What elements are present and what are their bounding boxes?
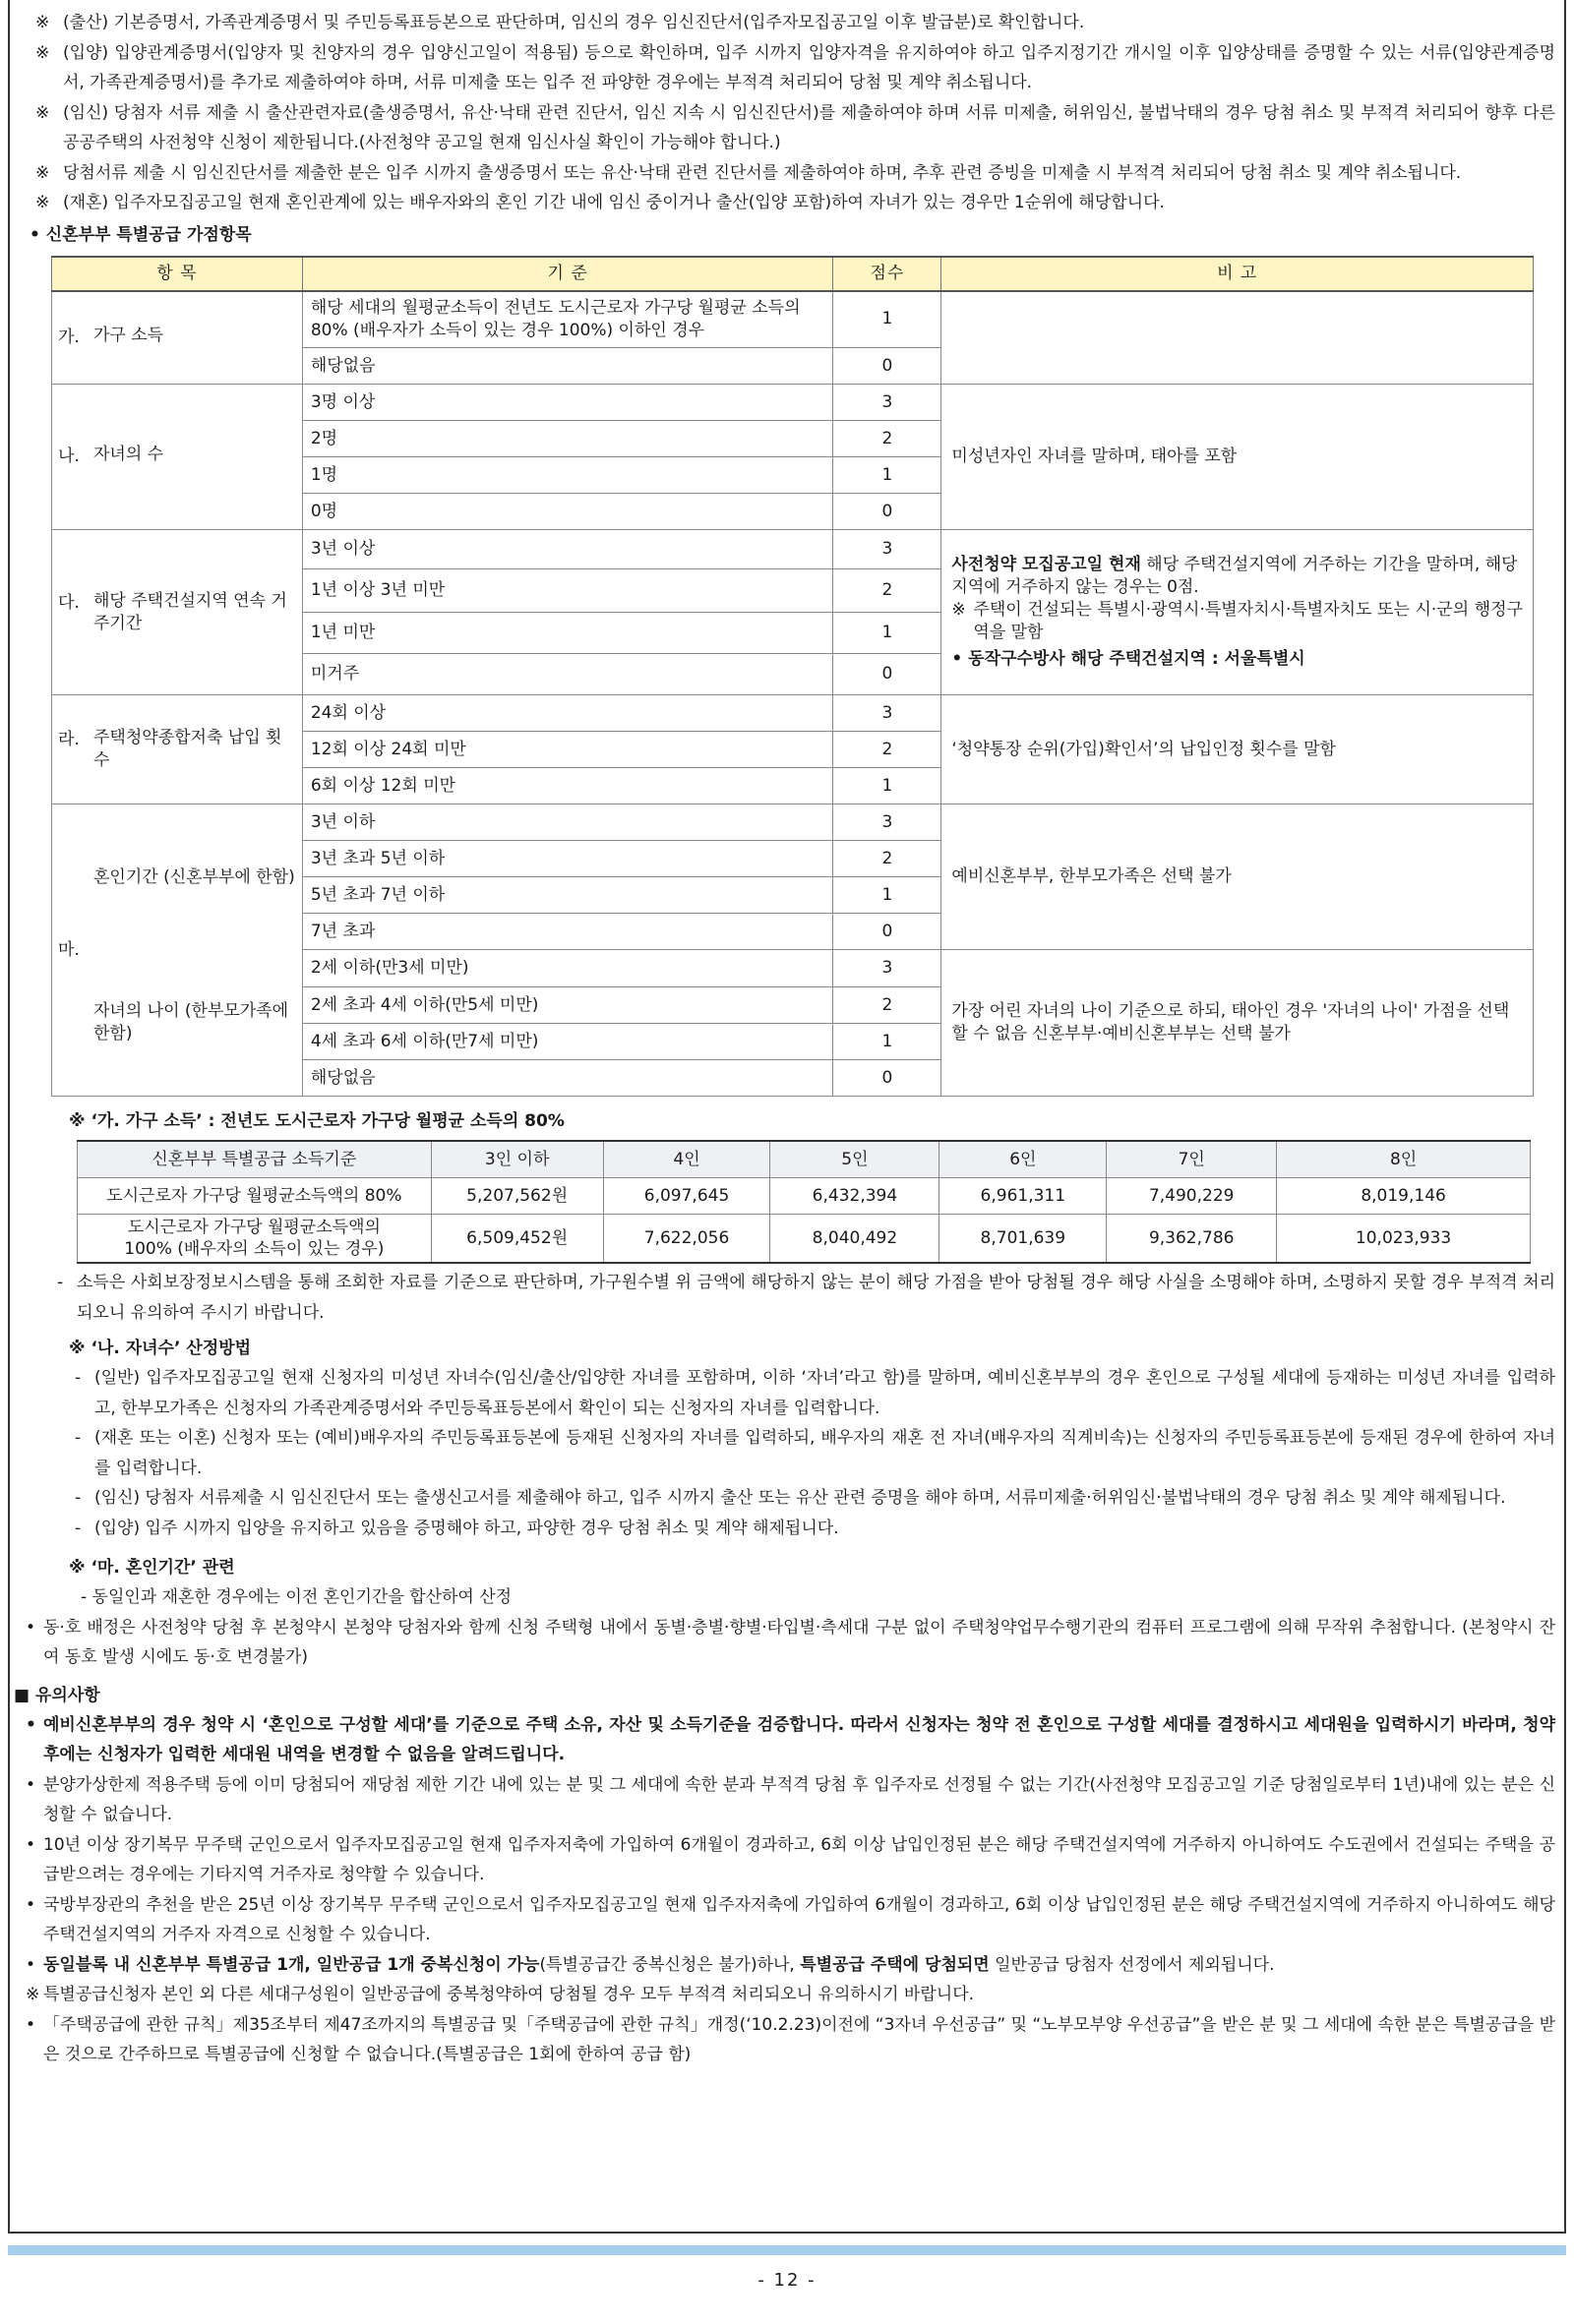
caution-item: • 「주택공급에 관한 규칙」제35조부터 제47조까지의 특별공급 및「주택공급에 관한 규칙」개정(‘10.2.23)이전에 “3자녀 우선공급” 및 “노부모부양 우선공급”을 받은 분 및 그 세대에 속한 분은 특별공급을 받은 것으로 간주하므로 특별공급에 신청할 수 없습니다.(특별공급은 1회에 한하여 공급 함) — [26, 2014, 1555, 2064]
note-remarriage: ※ (재혼) 입주자모집공고일 현재 혼인관계에 있는 배우자와의 혼인 기간 내에 임신 중이거나 출산(입양 포함)하여 자녀가 있는 경우만 1순위에 해당합니다. — [35, 193, 1165, 212]
children-title: ※ ‘나. 자녀수’ 산정방법 — [69, 1339, 252, 1358]
table-row: 해당없음 0 — [52, 348, 1534, 385]
table-row: 도시근로자 가구당 월평균소득액의 80% 5,207,562원 6,097,645 6,432,394 6,961,311 7,490,229 8,019,146 — [78, 1177, 1531, 1214]
caution-item: • 10년 이상 장기복무 무주택 군인으로서 입주자모집공고일 현재 입주자저축에 가입하여 6개월이 경과하고, 6회 이상 납입인정된 분은 해당 주택건설지역에 거주하지 아니하여도 수도권에서 건설되는 주택을 공급받으려는 경우에는 기타지역 거주자로 청약할 수 있습니다. — [26, 1834, 1555, 1884]
table-row: 다. 해당 주택건설지역 연속 거주기간 3년 이상 3 사전청약 모집공고일 현재 해당 주택건설지역에 거주하는 기간을 말하며, 해당 지역에 거주하지 않는 경우는 0점. ※ 주택이 건설되는 특별시·광역시·특별자치시·특별자치도 또는 시·군의 행정구역을 말함 • 동작구수방사 해당 주택건설지역 : 서울특별시 — [52, 530, 1534, 569]
top-notes — [35, 8, 1555, 218]
table-row: 마. 혼인기간 (신혼부부에 한함) 자녀의 나이 (한부모가족에 한함) 3년 이하 3 예비신혼부부, 한부모가족은 선택 불가 — [52, 804, 1534, 841]
category-residence: 다. 해당 주택건설지역 연속 거주기간 — [52, 530, 303, 695]
table-row: 나. 자녀의 수 3명 이상 3 미성년자인 자녀를 말하며, 태아를 포함 — [52, 385, 1534, 421]
table-row: 4세 초과 6세 이하(만7세 미만) 1 — [52, 1024, 1534, 1060]
children-note: - (일반) 입주자모집공고일 현재 신청자의 미성년 자녀수(임신/출산/입양한 자녀를 포함하며, 이하 ‘자녀’라고 함)를 말하며, 예비신혼부부의 경우 혼인으로 구성될 세대에 등재하는 미성년 자녀를 입력하고, 한부모가족은 신청자의 가족관계증명서와 주민등록표등본에서 확인이 되는 신청자의 자녀를 입력합니다. — [75, 1368, 1555, 1418]
header-score: 점수 — [833, 257, 941, 291]
dong-note: • 동·호 배정은 사전청약 당첨 후 본청약시 본청약 당첨자와 함께 신청 주택형 내에서 동별·층별·향별·타입별·측세대 구분 없이 주택청약업무수행기관의 컴퓨터 프로그램에 의해 무작위 추첨합니다. (본청약시 잔여 동호 발생 시에도 동·호 변경불가) — [26, 1617, 1555, 1667]
caution-item: ※ 특별공급신청자 본인 외 다른 세대구성원이 일반공급에 중복청약하여 당첨될 경우 모두 부적격 처리되오니 유의하시기 바랍니다. — [26, 1985, 975, 2004]
caution-item: • 동일블록 내 신혼부부 특별공급 1개, 일반공급 1개 중복신청이 가능(특별공급간 중복신청은 불가)하나, 특별공급 주택에 당첨되면 일반공급 당첨자 선정에서 제외됩니다. — [26, 1954, 1275, 1975]
caution-item: • 분양가상한제 적용주택 등에 이미 당첨되어 재당첨 제한 기간 내에 있는 분 및 그 세대에 속한 분과 부적격 당첨 후 입주자로 선정될 수 없는 기간(사전청약 모집공고일 기준 당첨일로부터 1년)내에 있는 분은 신청할 수 없습니다. — [26, 1774, 1555, 1824]
category-children: 나. 자녀의 수 — [52, 385, 303, 530]
note-birth: ※ (출산) 기본증명서, 가족관계증명서 및 주민등록표등본으로 판단하며, 임신의 경우 임신진단서(입주자모집공고일 이후 발급분)로 확인합니다. — [35, 13, 1085, 32]
table-row: 도시근로자 가구당 월평균소득액의 100% (배우자의 소득이 있는 경우) 6,509,452원 7,622,056 8,040,492 8,701,639 9,362,786 10,023,933 — [78, 1214, 1531, 1263]
children-note: - (임신) 당첨자 서류제출 시 임신진단서 또는 출생신고서를 제출해야 하고, 입주 시까지 출산 또는 유산 관련 증명을 해야 하며, 서류미제출·허위임신·불법낙태의 경우 당첨 취소 및 계약 해제됩니다. — [75, 1488, 1506, 1508]
caution-list — [26, 1710, 1555, 2070]
marriage-note: - 동일인과 재혼한 경우에는 이전 혼인기간을 합산하여 산정 — [81, 1587, 513, 1607]
table-row: 2명 2 — [52, 421, 1534, 457]
table-row: 미거주 0 — [52, 654, 1534, 695]
income-title: ※ ‘가. 가구 소득’ : 전년도 도시근로자 가구당 월평균 소득의 80% — [69, 1111, 565, 1131]
children-notes — [75, 1363, 1555, 1543]
income-table-header: 신혼부부 특별공급 소득기준 3인 이하 4인 5인 6인 7인 8인 — [78, 1141, 1531, 1177]
score-table — [51, 256, 1534, 1098]
header-item: 항 목 — [52, 257, 303, 291]
table-row: 3년 초과 5년 이하 2 — [52, 841, 1534, 877]
income-note: - 소득은 사회보장정보시스템을 통해 조회한 자료를 기준으로 판단하며, 가구원수별 위 금액에 해당하지 않는 분이 해당 가점을 받아 당첨될 경우 해당 사실을 소명해야 하며, 소명하지 못할 경우 부적격 처리되오니 유의하여 주시기 바랍니다. — [57, 1273, 1555, 1323]
page-number: - 12 - — [757, 2270, 817, 2291]
page-content — [14, 8, 1555, 2070]
children-note: - (입양) 입주 시까지 입양을 유지하고 있음을 증명해야 하고, 파양한 경우 당첨 취소 및 계약 해제됩니다. — [75, 1518, 839, 1538]
marriage-title: ※ ‘마. 혼인기간’ 관련 — [69, 1558, 235, 1578]
table-row: 2세 초과 4세 이하(만5세 미만) 2 — [52, 987, 1534, 1024]
note-documents: ※ 당첨서류 제출 시 임신진단서를 제출한 분은 입주 시까지 출생증명서 또는 유산·낙태 관련 진단서를 제출하여야 하며, 추후 관련 증빙을 미제출 시 부적격 처리되어 당첨 취소 및 계약 취소됩니다. — [35, 162, 1462, 183]
table-row: 1명 1 — [52, 457, 1534, 494]
table-row: 2세 이하(만3세 미만) 3 가장 어린 자녀의 나이 기준으로 하되, 태아인 경우 '자녀의 나이' 가점을 선택할 수 없음 신혼부부·예비신혼부부는 선택 불가 — [52, 950, 1534, 987]
table-row: 1년 미만 1 — [52, 613, 1534, 654]
category-savings: 라. 주택청약종합저축 납입 횟수 — [52, 695, 303, 804]
caution-title: ■ 유의사항 — [14, 1685, 100, 1705]
income-table — [77, 1140, 1531, 1264]
table-row: 해당없음 0 — [52, 1060, 1534, 1097]
category-income: 가. 가구 소득 — [52, 291, 303, 385]
table-row: 1년 이상 3년 미만 2 — [52, 569, 1534, 613]
score-section-title: • 신혼부부 특별공급 가점항목 — [30, 224, 252, 245]
caution-item: • 예비신혼부부의 경우 청약 시 ‘혼인으로 구성할 세대’를 기준으로 주택 소유, 자산 및 소득기준을 검증합니다. 따라서 신청자는 청약 전 혼인으로 구성할 세대를 결정하시고 세대원을 입력하시기 바라며, 청약 후에는 신청자가 입력한 세대원 내역을 변경할 수 없음을 알려드립니다. — [26, 1714, 1555, 1764]
header-criteria: 기 준 — [302, 257, 833, 291]
note-adoption: ※ (입양) 입양관계증명서(입양자 및 친양자의 경우 입양신고일이 적용됨) 등으로 확인하며, 입주 시까지 입양자격을 유지하여야 하고 입주지정기간 개시일 이후 입양상태를 증명할 수 있는 서류(입양관계증명서, 가족관계증명서)를 추가로 제출하여야 하며, 서류 미제출 또는 입주 전 파양한 경우에는 부적격 처리되어 당첨 및 계약 취소됩니다. — [35, 42, 1555, 92]
footer-bar — [8, 2245, 1566, 2255]
table-row: 가. 가구 소득 해당 세대의 월평균소득이 전년도 도시근로자 가구당 월평균 소득의 80% (배우자가 소득이 있는 경우 100%) 이하인 경우 1 — [52, 291, 1534, 348]
caution-item: • 국방부장관의 추천을 받은 25년 이상 장기복무 무주택 군인으로서 입주자모집공고일 현재 입주자저축에 가입하여 6개월이 경과하고, 6회 이상 납입인정된 분은 해당 주택건설지역에 거주하지 아니하여도 해당 주택건설지역의 거주자 자격으로 신청할 수 있습니다. — [26, 1894, 1555, 1944]
residence-remark: 사전청약 모집공고일 현재 해당 주택건설지역에 거주하는 기간을 말하며, 해당 지역에 거주하지 않는 경우는 0점. ※ 주택이 건설되는 특별시·광역시·특별자치시·특별자치도 또는 시·군의 행정구역을 말함 • 동작구수방사 해당 주택건설지역 : 서울특별시 — [941, 530, 1534, 695]
category-marriage-child-age: 마. 혼인기간 (신혼부부에 한함) 자녀의 나이 (한부모가족에 한함) — [52, 804, 303, 1097]
table-row: 0명 0 — [52, 494, 1534, 530]
table-row: 라. 주택청약종합저축 납입 횟수 24회 이상 3 ‘청약통장 순위(가입)확인서’의 납입인정 횟수를 말함 — [52, 695, 1534, 732]
children-note: - (재혼 또는 이혼) 신청자 또는 (예비)배우자의 주민등록표등본에 등재된 신청자의 자녀를 입력하되, 배우자의 재혼 전 자녀(배우자의 직계비속)는 신청자의 주민등록표등본에 등재된 경우에 한하여 자녀를 입력합니다. — [75, 1428, 1555, 1478]
table-row: 6회 이상 12회 미만 1 — [52, 768, 1534, 804]
score-table-header — [52, 257, 1534, 291]
table-row: 5년 초과 7년 이하 1 — [52, 877, 1534, 914]
table-row: 12회 이상 24회 미만 2 — [52, 732, 1534, 768]
note-pregnancy: ※ (임신) 당첨자 서류 제출 시 출산관련자료(출생증명서, 유산·낙태 관련 진단서, 임신 지속 시 임신진단서)를 제출하여야 하며 서류 미제출, 허위임신, 불법낙태의 경우 당첨 취소 및 부적격 처리되어 향후 다른 공공주택의 사전청약 신청이 제한됩니다.(사전청약 공고일 현재 임신사실 확인이 가능해야 합니다.) — [35, 102, 1555, 152]
table-row: 7년 초과 0 — [52, 914, 1534, 950]
header-remark: 비 고 — [941, 257, 1534, 291]
